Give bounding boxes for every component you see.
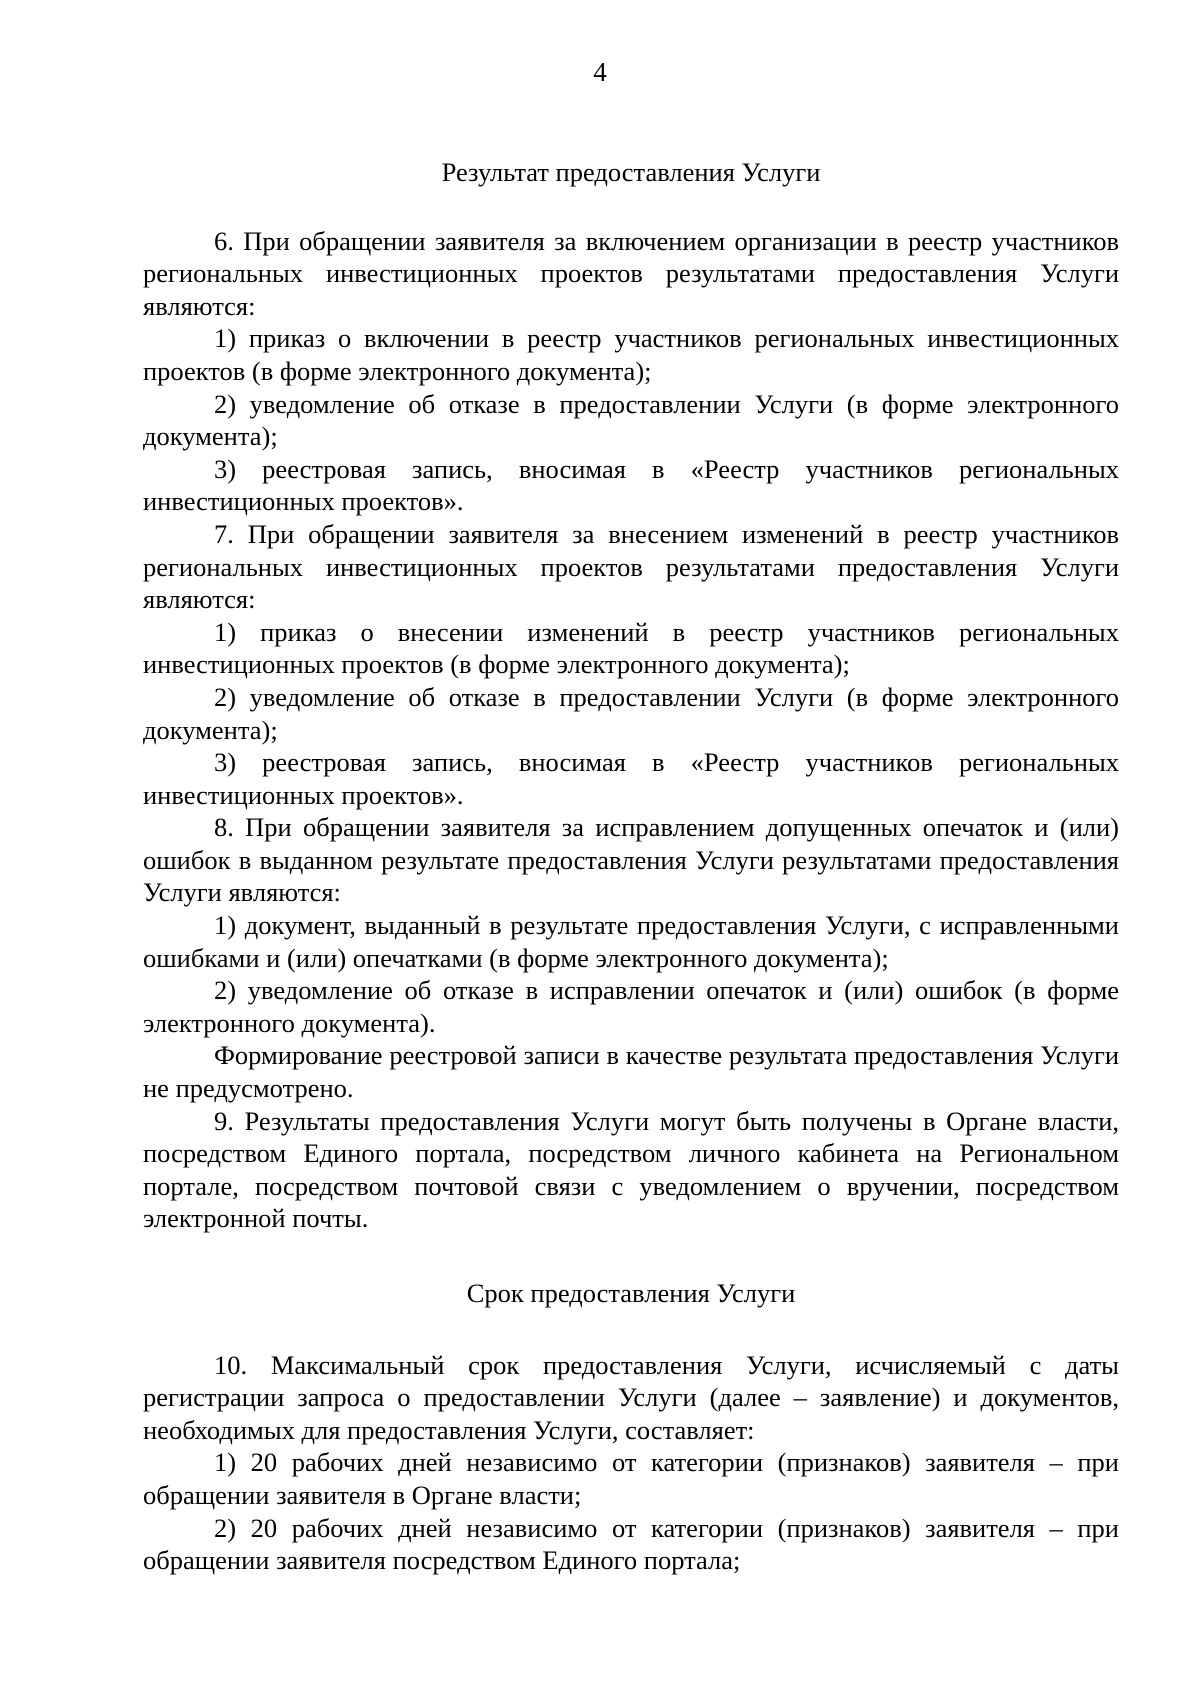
document-body [143,156,1119,1577]
paragraph: 7. При обращении заявителя за внесением изменений в реестр участников региональных инвестиционных проектов результатами предоставления Услуги являются: [143,518,1119,615]
paragraph: 3) реестровая запись, вносимая в «Реестр участников региональных инвестиционных проектов». [143,453,1119,517]
paragraph: 1) приказ о включении в реестр участников региональных инвестиционных проектов (в форме электронного документа); [143,323,1119,386]
paragraph: 1) 20 рабочих дней независимо от категории (признаков) заявителя – при обращении заявителя в Органе власти; [143,1447,1119,1510]
paragraph: 1) приказ о внесении изменений в реестр участников региональных инвестиционных проектов (в форме электронного документа); [143,616,1119,680]
paragraph: 9. Результаты предоставления Услуги могут быть получены в Органе власти, посредством Единого портала, посредством личного кабинета на Региональном портале, посредством почтовой связи с уведомлением о вручении, посредством электронной почты. [143,1105,1119,1234]
paragraph: 2) уведомление об отказе в предоставлении Услуги (в форме электронного документа); [143,681,1119,745]
page-number: 4 [593,57,607,87]
paragraph: Формирование реестровой записи в качестве результата предоставления Услуги не предусмотрено. [143,1040,1119,1104]
paragraph: 8. При обращении заявителя за исправлением допущенных опечаток и (или) ошибок в выданном результате предоставления Услуги результатами предоставления Услуги являются: [143,812,1119,908]
paragraph: 10. Максимальный срок предоставления Услуги, исчисляемый с даты регистрации запроса о предоставлении Услуги (далее – заявление) и документов, необходимых для предоставления Услуги, составляет: [143,1349,1119,1445]
paragraph: 2) уведомление об отказе в предоставлении Услуги (в форме электронного документа); [143,388,1119,452]
paragraph: 6. При обращении заявителя за включением организации в реестр участников региональных инвестиционных проектов результатами предоставления Услуги являются: [143,225,1119,321]
paragraph: 3) реестровая запись, вносимая в «Реестр участников региональных инвестиционных проектов». [143,747,1119,810]
section-heading-result: Результат предоставления Услуги [441,157,821,187]
section-heading-term: Срок предоставления Услуги [466,1278,796,1308]
paragraph: 1) документ, выданный в результате предоставления Услуги, с исправленными ошибками и (или) опечатками (в форме электронного документа); [143,910,1119,973]
paragraph: 2) уведомление об отказе в исправлении опечаток и (или) ошибок (в форме электронного документа). [143,975,1119,1038]
paragraph: 2) 20 рабочих дней независимо от категории (признаков) заявителя – при обращении заявителя посредством Единого портала; [143,1512,1119,1576]
